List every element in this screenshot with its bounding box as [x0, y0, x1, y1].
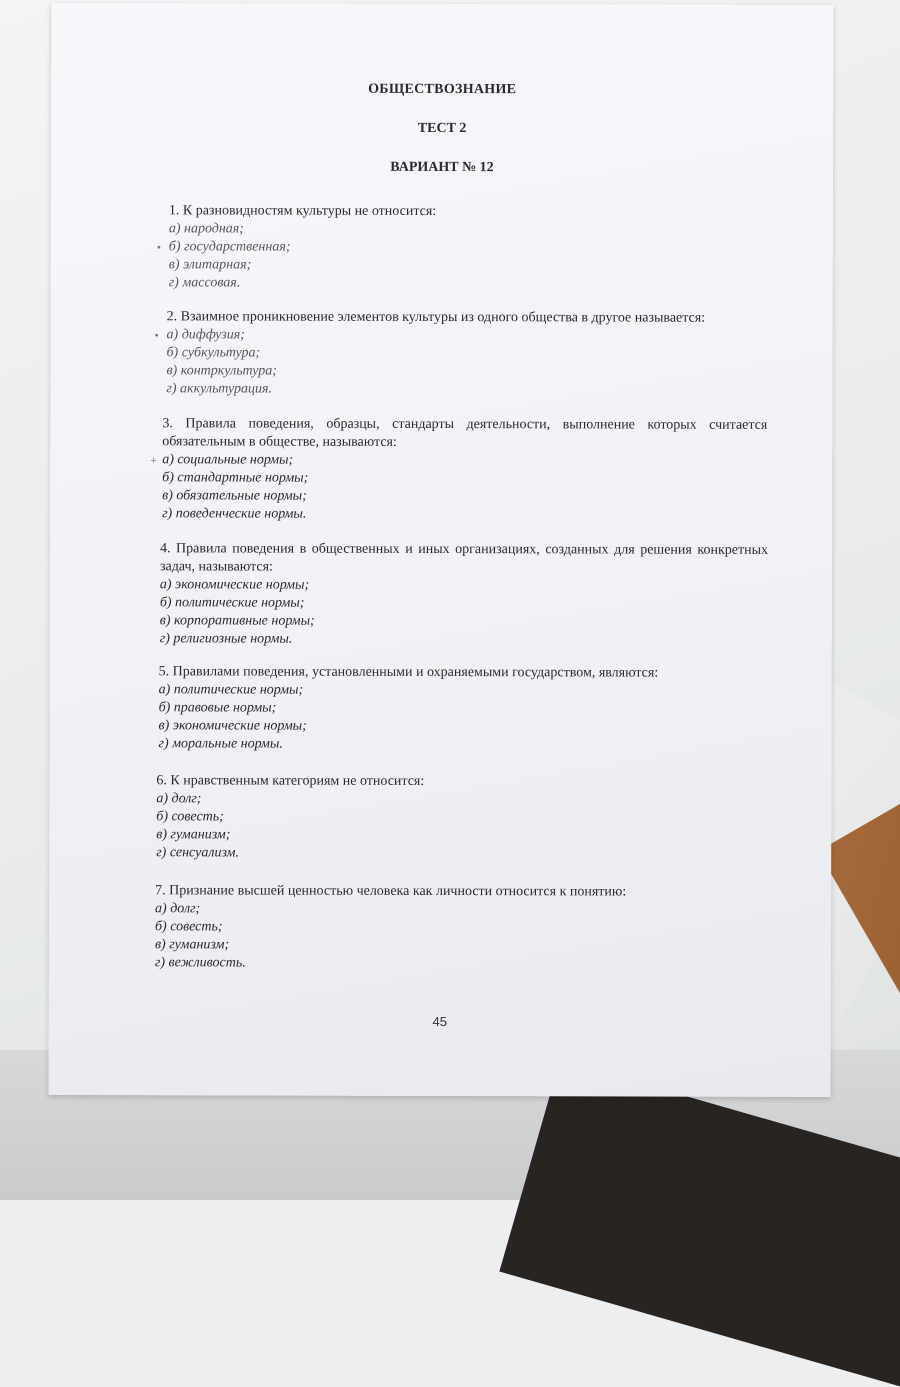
option-d: г) религиозные нормы.: [159, 631, 293, 647]
option-d: г) вежливость.: [154, 955, 246, 971]
answer-options: [160, 576, 768, 650]
option-b: б) совесть;: [154, 919, 223, 935]
answer-options: [158, 681, 768, 755]
option-d: г) сенсуализм.: [156, 845, 240, 861]
option-d: г) поведенческие нормы.: [162, 506, 307, 522]
question-6: [156, 772, 768, 864]
page-number: 45: [432, 1013, 448, 1030]
test-title: ТЕСТ 2: [417, 120, 467, 137]
option-c: в) корпоративные нормы;: [159, 613, 315, 629]
option-d: г) аккультурация.: [166, 381, 273, 397]
option-b: • б) государственная;: [156, 239, 291, 255]
option-b: б) совесть;: [156, 809, 224, 825]
option-d: г) массовая.: [168, 275, 241, 291]
option-c: в) контркультура;: [166, 363, 277, 379]
answer-options: [150, 451, 767, 525]
pencil-mark: +: [150, 453, 158, 468]
question-text: 5. Правилами поведения, установленными и охраняемыми государством, являются:: [158, 664, 659, 681]
question-text: 4. Правила поведения в общественных и иных организациях, созданных для решения конкретных задач, называются:: [159, 541, 769, 575]
option-a: а) долг;: [156, 791, 202, 807]
option-b: б) стандартные нормы;: [162, 470, 309, 486]
option-a: а) долг;: [155, 901, 201, 917]
option-c: в) экономические нормы;: [158, 718, 307, 734]
option-a: + а) социальные нормы;: [150, 452, 294, 468]
option-a: а) политические нормы;: [158, 682, 304, 698]
option-a: • а) диффузия;: [154, 327, 245, 343]
option-c: в) гуманизм;: [156, 827, 231, 843]
question-1: [156, 202, 779, 294]
question-text: 7. Признание высшей ценностью человека как личности относится к понятию:: [155, 883, 627, 900]
answer-options: [155, 900, 767, 974]
question-3: [150, 415, 768, 525]
option-d: г) моральные нормы.: [158, 736, 283, 752]
question-text: 1. К разновидностям культуры не относится:: [168, 203, 437, 219]
option-a: а) народная;: [168, 221, 244, 237]
option-b: б) политические нормы;: [159, 595, 305, 611]
question-text: 3. Правила поведения, образцы, стандарты деятельности, выполнение которых считается обязательным в обществе, называются:: [162, 416, 768, 450]
pencil-mark: •: [156, 240, 162, 255]
variant-title: ВАРИАНТ № 12: [390, 159, 494, 176]
answer-options: [156, 220, 779, 294]
question-text: 6. К нравственным категориям не относится:: [156, 773, 425, 789]
answer-options: [156, 790, 768, 864]
option-c: в) обязательные нормы;: [162, 488, 307, 504]
pencil-mark: •: [154, 328, 159, 343]
question-4: [160, 540, 768, 650]
subject-title: ОБЩЕСТВОЗНАНИЕ: [368, 81, 517, 98]
option-b: б) правовые нормы;: [158, 700, 277, 716]
test-sheet: [49, 3, 834, 1097]
question-5: [158, 663, 768, 755]
option-c: в) элитарная;: [168, 257, 252, 273]
option-b: б) субкультура;: [166, 345, 261, 361]
option-a: а) экономические нормы;: [159, 577, 310, 593]
question-2: [154, 308, 766, 400]
question-7: [155, 882, 767, 974]
question-text: 2. Взаимное проникновение элементов культуры из одного общества в другое называется:: [166, 309, 706, 326]
answer-options: [154, 326, 766, 400]
option-c: в) гуманизм;: [154, 937, 230, 953]
